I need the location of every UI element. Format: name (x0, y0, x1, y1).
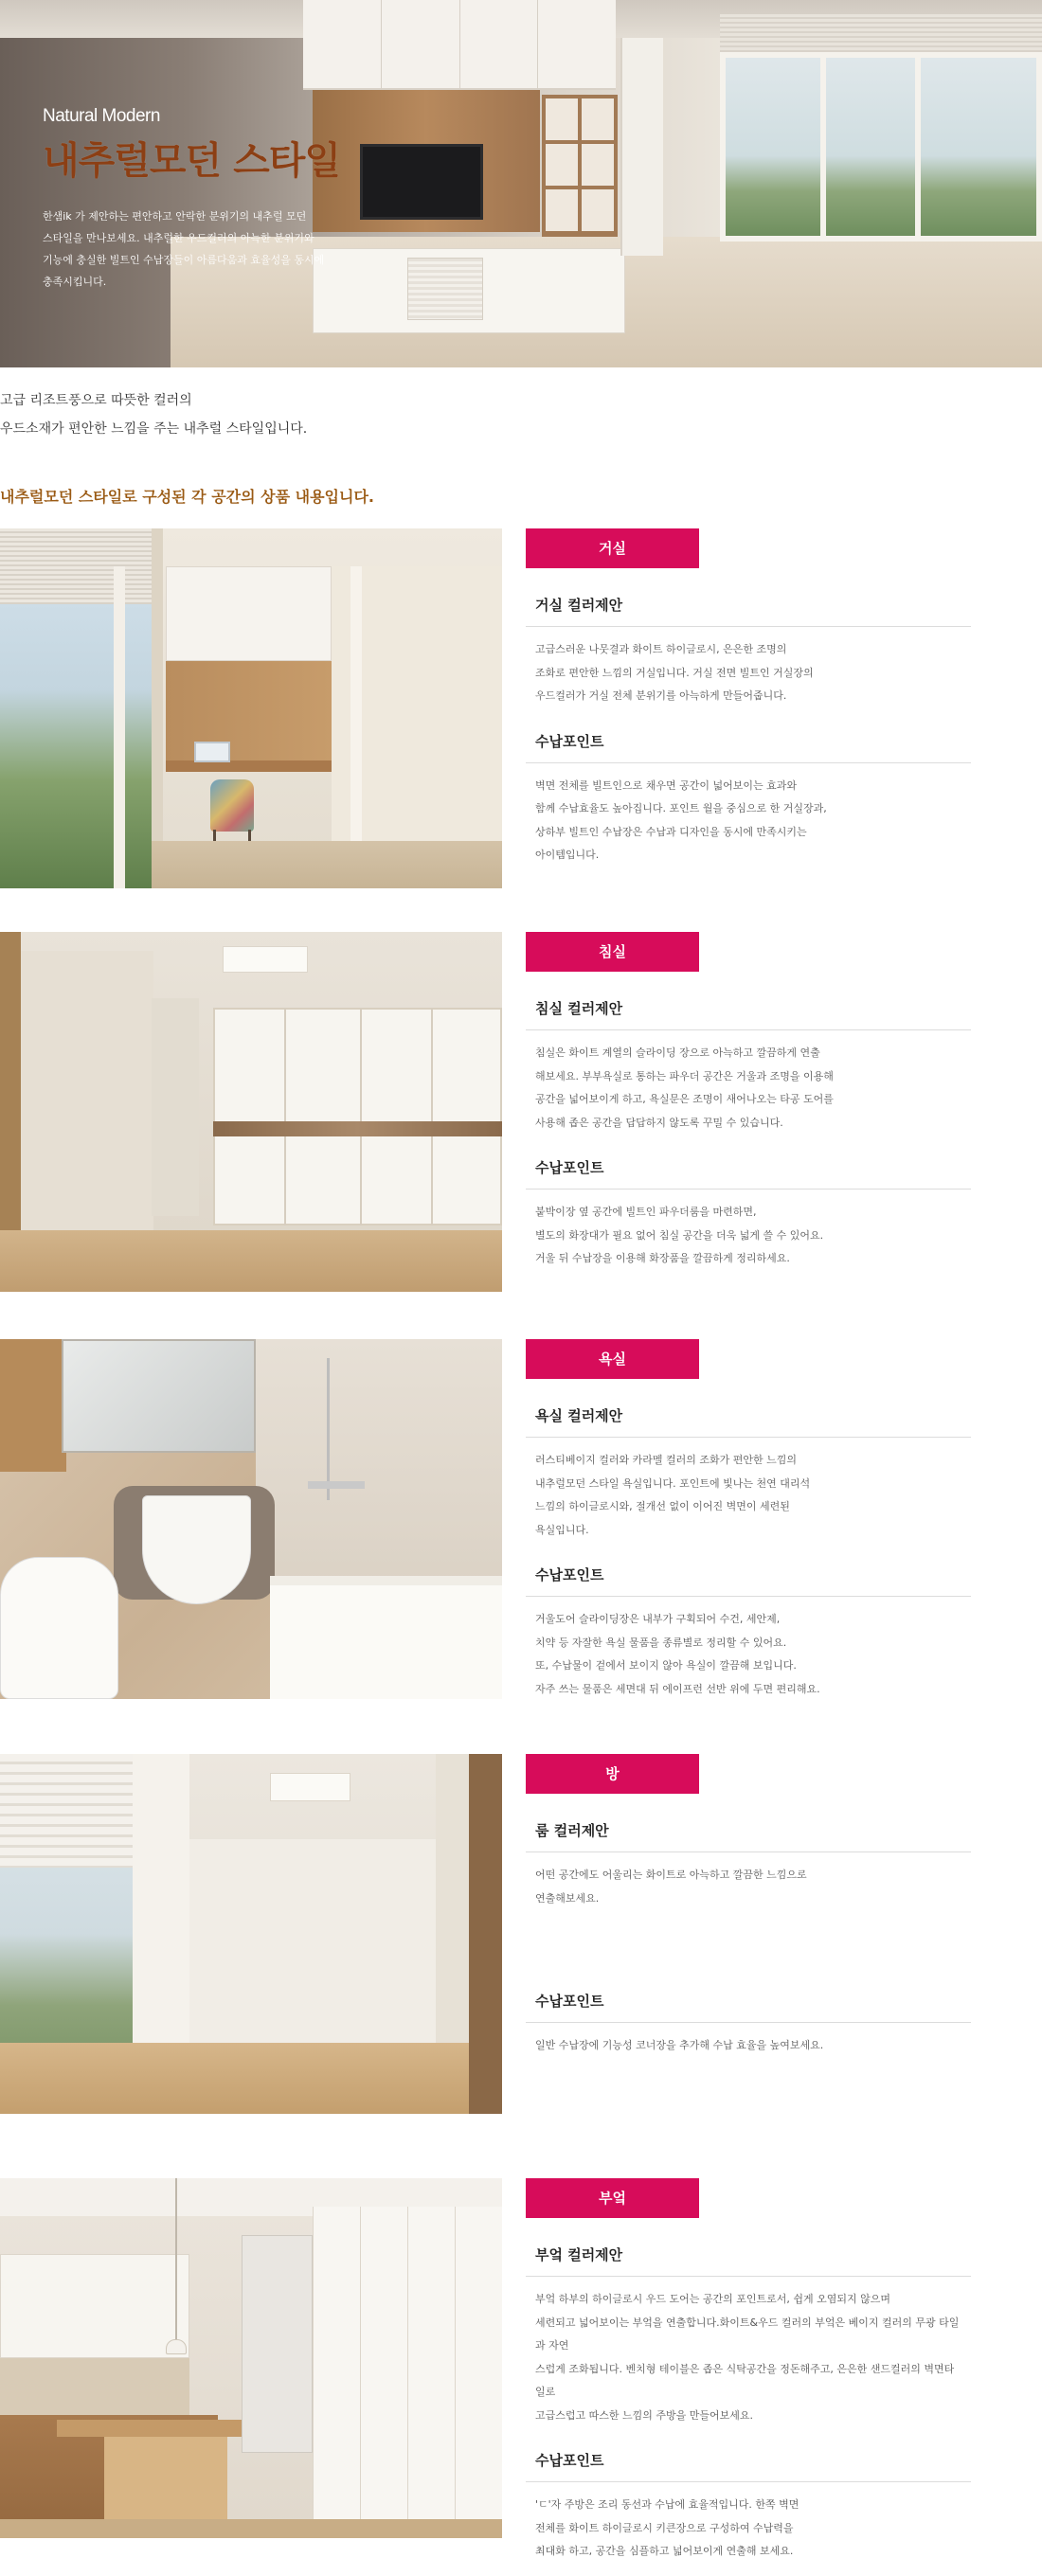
hero-subtitle: Natural Modern (43, 106, 160, 126)
tag-bathroom: 욕실 (526, 1339, 699, 1379)
bathroom-photo (0, 1339, 502, 1699)
storage-point-text: 일반 수납장에 기능성 코너장을 추가해 수납 효율을 높여보세요. (535, 2039, 824, 2051)
storage-point-text: 벽면 전체를 빌트인으로 채우면 공간이 넓어보이는 효과와 함께 수납효율도 높아집니다. 포인트 월을 중심으로 한 거실장과, 상하부 빌트인 수납장은 수납과 디자인을 동시에 만족시키는 아이템입니다. (535, 778, 827, 861)
hero-description-line: 기능에 충실한 빌트인 수납장들이 아름다움과 효율성을 동시에 (43, 254, 325, 266)
hero-window (720, 52, 1042, 242)
hero-description-line: 충족시킵니다. (43, 276, 107, 288)
hero-upper-cabinet (303, 0, 616, 90)
storage-point-title: 수납포인트 (526, 1565, 971, 1597)
color-suggestion-text: 부엌 하부의 하이글로시 우드 도어는 공간의 포인트로서, 쉽게 오염되지 않으며 세련되고 넓어보이는 부엌을 연출합니다.화이트&우드 컬러의 부엌은 베이지 컬러의 무광 타일과 자연 스럽게 조화됩니다. 벤치형 테이블은 좁은 식탁공간을 정돈해주고, 은은한 샌드컬러의 벽면타일로 고급스럽고 따스한 느낌의 주방을 만들어보세요. (535, 2293, 960, 2422)
tag-bedroom: 침실 (526, 932, 699, 972)
hero-door (620, 38, 663, 256)
living-room-info (526, 528, 971, 868)
storage-point-title: 수납포인트 (526, 1157, 971, 1190)
section-heading: 내추럴모던 스타일로 구성된 각 공간의 상품 내용입니다. (0, 488, 374, 506)
color-suggestion-title: 부엌 컬러제안 (526, 2245, 971, 2277)
hero-bookshelf (542, 95, 618, 237)
color-suggestion-text: 고급스러운 나뭇결과 화이트 하이글로시, 은은한 조명의 조화로 편안한 느낌의 거실입니다. 거실 전면 빌트인 거실장의 우드컬러가 거실 전체 분위기를 아늑하게 만들어줍니다. (535, 643, 814, 702)
storage-point-title: 수납포인트 (526, 731, 971, 763)
storage-point-text: 'ㄷ'자 주방은 조리 동선과 수납에 효율적입니다. 한쪽 벽면 전체를 화이트 하이글로시 키큰장으로 구성하여 수납력을 최대화 하고, 공간을 심플하고 넓어보이게 연출해 보세요. (535, 2498, 799, 2557)
hero-window-blind (720, 14, 1042, 57)
color-suggestion-text: 러스티베이지 컬러와 카라멜 컬러의 조화가 편안한 느낌의 내추럴모던 스타일 욕실입니다. 포인트에 빛나는 천연 대리석 느낌의 하이글로시와, 절개선 없이 이어진 벽면이 세련된 욕실입니다. (535, 1454, 811, 1536)
hero-description-line: 스타일을 만나보세요. 내추럴한 우드컬러의 아늑한 분위기와 (43, 232, 314, 244)
storage-point-title: 수납포인트 (526, 2450, 971, 2482)
tag-kitchen: 부엌 (526, 2178, 699, 2218)
tag-living: 거실 (526, 528, 699, 568)
hero-description-line: 한샘ik 가 제안하는 편안하고 안락한 분위기의 내추럴 모던 (43, 210, 307, 223)
bedroom-photo (0, 932, 502, 1292)
hero-title: 내추럴모던 스타일 (43, 139, 341, 183)
living-room-photo (0, 528, 502, 888)
tag-room: 방 (526, 1754, 699, 1794)
intro-line: 우드소재가 편안한 느낌을 주는 내추럴 스타일입니다. (0, 421, 308, 437)
kitchen-info (526, 2178, 971, 2564)
kitchen-photo (0, 2178, 502, 2538)
intro-text (0, 386, 1042, 443)
room-photo (0, 1754, 502, 2114)
hero-vent-panel (407, 258, 483, 320)
hero-tv (360, 144, 483, 220)
room-info (526, 1754, 971, 2058)
storage-point-text: 거울도어 슬라이딩장은 내부가 구획되어 수건, 세안제, 치약 등 자잘한 욕실 물품을 종류별로 정리할 수 있어요. 또, 수납물이 겉에서 보이지 않아 욕실이 깔끔해 보입니다. 자주 쓰는 물품은 세면대 뒤 에이프런 선반 위에 두면 편리해요. (535, 1613, 820, 1695)
storage-point-title: 수납포인트 (526, 1991, 971, 2023)
color-suggestion-title: 거실 컬러제안 (526, 595, 971, 627)
hero-text (43, 106, 355, 293)
color-suggestion-title: 욕실 컬러제안 (526, 1405, 971, 1438)
bathroom-info (526, 1339, 971, 1701)
bedroom-info (526, 932, 971, 1271)
color-suggestion-text: 어떤 공간에도 어울리는 화이트로 아늑하고 깔끔한 느낌으로 연출해보세요. (535, 1869, 807, 1905)
color-suggestion-text: 침실은 화이트 계열의 슬라이딩 장으로 아늑하고 깔끔하게 연출 해보세요. 부부욕실로 통하는 파우더 공간은 거울과 조명을 이용해 공간을 넓어보이게 하고, 욕실문은 조명이 새어나오는 타공 도어를 사용해 좁은 공간을 답답하지 않도록 꾸밀 수 있습니다. (535, 1046, 834, 1129)
storage-point-text: 붙박이장 옆 공간에 빌트인 파우더룸을 마련하면, 별도의 화장대가 필요 없어 침실 공간을 더욱 넓게 쓸 수 있어요. 거울 뒤 수납장을 이용해 화장품을 깔끔하게 정리하세요. (535, 1206, 824, 1264)
hero-banner (0, 0, 1042, 367)
color-suggestion-title: 룸 컬러제안 (526, 1820, 971, 1852)
intro-line: 고급 리조트풍으로 따뜻한 컬러의 (0, 393, 192, 408)
hero-description (43, 206, 355, 293)
color-suggestion-title: 침실 컬러제안 (526, 998, 971, 1030)
